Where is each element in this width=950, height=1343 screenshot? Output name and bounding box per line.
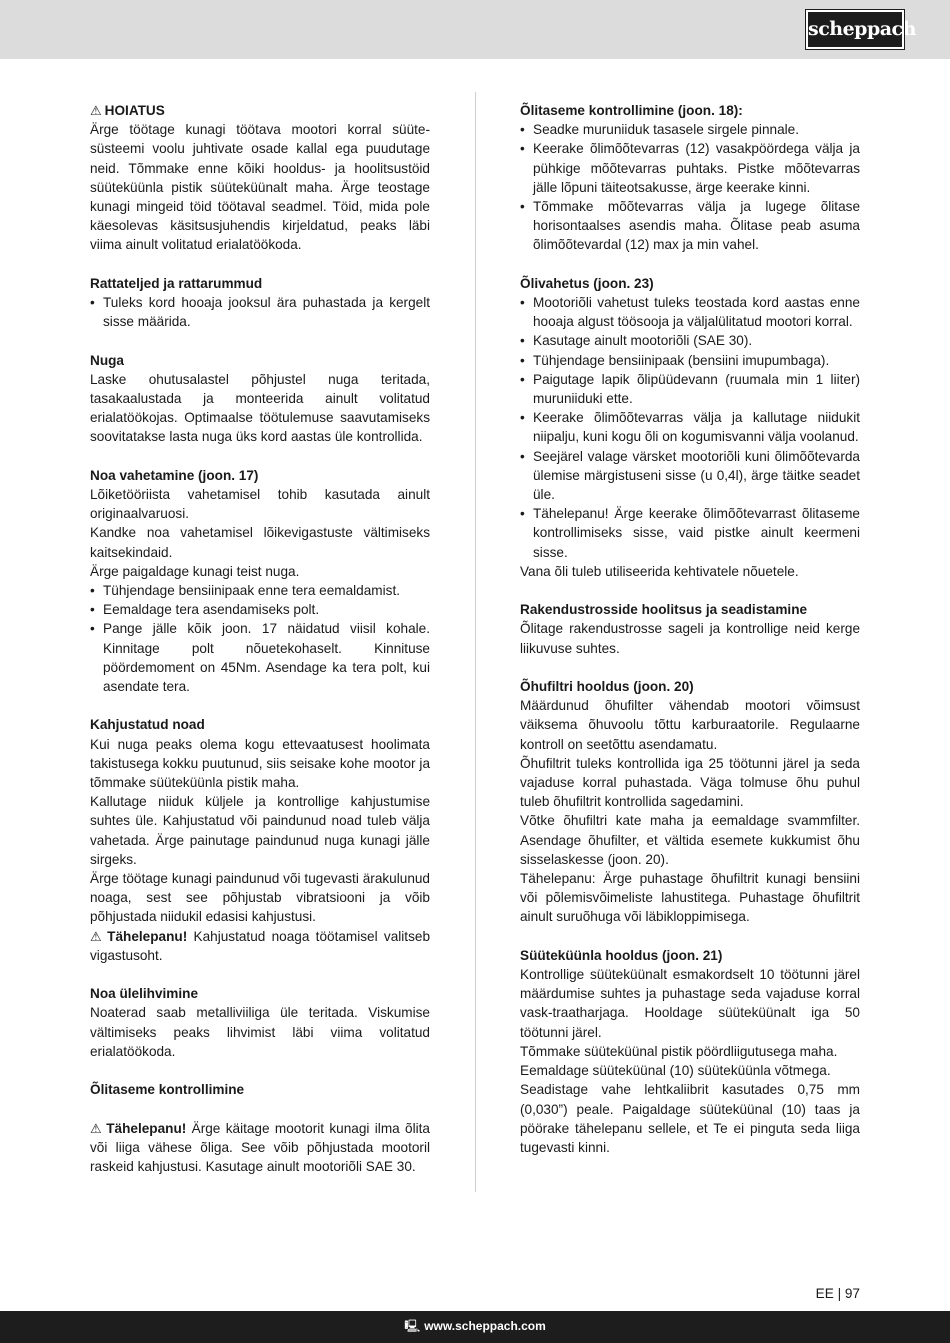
list-item: • Pange jälle kõik joon. 17 näidatud viisil kohale. Kinnitage polt nõuetekohaselt. Kinnituse pöördemoment on 45Nm. Asendage ka tera polt, kui asendate tera.: [90, 619, 430, 696]
list-item: • Kasutage ainult mootoriõli (SAE 30).: [520, 331, 860, 350]
warning-paragraph: ⚠ Tähelepanu! Kahjustatud noaga töötamisel valitseb vigastusoht.: [90, 928, 431, 963]
page-number: EE | 97: [815, 1286, 860, 1301]
paragraph: Seadistage vahe lehtkaliibrit kasutades 0,75 mm (0,030”) peale. Paigaldage süüteküünal (10) taas ja pöörake tähelepanu sellele, et Te ei pinguta seda liiga tugevasti kinni.: [520, 1082, 860, 1155]
nuga-section: [90, 351, 430, 447]
noa-vahetamine-heading: Noa vahetamine (joon. 17): [90, 467, 259, 483]
list-item: • Seadke muruniiduk tasasele sirgele pinnale.: [520, 120, 860, 139]
left-column: [90, 101, 430, 1176]
olitaseme-heading: Õlitaseme kontrollimine: [90, 1082, 245, 1098]
paragraph: Määrdunud õhufilter vähendab mootori võimsust väiksema õhuvoolu tõttu karburaatorile. Regulaarne kontroll on seetõttu asendamatu.: [520, 698, 860, 752]
list-item: • Seejärel valage värsket mootoriõli kuni õlimõõtevarda ülemise märgistuseni sisse (u 0,4l), ärge täitke seadet üle.: [520, 447, 860, 505]
ulelihvimine-heading: Noa ülelihvimine: [90, 986, 199, 1002]
paragraph: Kui nuga peaks olema kogu ettevaatusest hoolimata takistusega kokku puutunud, siis seisake kohe mootor ja tõmmake süüteküünla pistik maha.: [90, 736, 430, 791]
list-item: • Paigutage lapik õlipüüdevann (ruumala min 1 liiter) muruniiduki ette.: [520, 370, 860, 408]
paragraph: Tõmmake süüteküünal pistik pöördliigutusega maha.: [520, 1043, 838, 1059]
nuga-heading: Nuga: [90, 352, 124, 368]
footer-band: [0, 1311, 950, 1343]
olitaseme18-section: [520, 101, 860, 255]
paragraph: Kallutage niiduk küljele ja kontrollige kahjustumise suhtes üle. Kahjustatud või paindunud noad tuleb välja vahetada. Ärge painutage paindunud nuga kunagi jälle sirgeks.: [90, 794, 430, 867]
olivahetus-heading: Õlivahetus (joon. 23): [520, 275, 654, 291]
website-link[interactable]: www.scheppach.com: [424, 1319, 546, 1333]
list-item: • Tühjendage bensiinipaak enne tera eemaldamist.: [90, 581, 430, 600]
hoiatus-heading: ⚠ HOIATUS: [90, 103, 165, 118]
paragraph: Lõiketööriista vahetamisel tohib kasutada ainult originaalvaruosi.: [90, 487, 430, 522]
paragraph: Vana õli tuleb utiliseerida kehtivatele nõuetele.: [520, 563, 799, 579]
paragraph: Tähelepanu: Ärge puhastage õhufiltrit kunagi bensiini või põlemisvõimeliste lahustitega. Puhastage õhufiltrit ainult suruõhuga või läbikloppimisega.: [520, 871, 860, 925]
right-column: [520, 101, 860, 1157]
syytekyynal-heading: Süüteküünla hooldus (joon. 21): [520, 947, 723, 963]
olitaseme-section: [90, 1080, 430, 1176]
paragraph: Noaterad saab metalliviiliga üle teritada. Viskumise vältimiseks peaks lihvimist läbi viima volitatud erialatöökoda.: [90, 1005, 430, 1059]
rakendustrossid-heading: Rakendustrosside hoolitsus ja seadistamine: [520, 602, 808, 618]
paragraph: Ärge paigaldage kunagi teist nuga.: [90, 563, 300, 579]
warning-triangle-icon: ⚠: [90, 1120, 104, 1136]
scheppach-logo[interactable]: scheppach: [806, 10, 904, 49]
nuga-text: Laske ohutusalastel põhjustel nuga teritada, tasakaalustada ja monteerida ainult volitatud erialatöökojas. Optimaalse töötulemuse saavutamiseks soovitatakse lasta nuga üks kord aastas üle kontrollida.: [90, 371, 430, 445]
rakendustrossid-section: [520, 600, 860, 658]
list-item: • Keerake õlimõõtevarras (12) vasakpöördega välja ja pühkige mõõtevarras puhtaks. Pistke mõõtevarras jälle lõpuni täiteotsakusse, ärge keerake kinni.: [520, 139, 860, 197]
list-item: • Eemaldage tera asendamiseks polt.: [90, 600, 430, 619]
paragraph: Ärge töötage kunagi paindunud või tugevasti ärakulunud noaga, sest see põhjustab vibratsiooni ja võib põhjustada niidukil edasisi kahjustusi.: [90, 871, 430, 925]
list-item: • Keerake õlimõõtevarras välja ja kallutage niidukit niipalju, kuni kogu õli on kogumisvanni välja voolanud.: [520, 408, 860, 446]
list-item: • Tähelepanu! Ärge keerake õlimõõtevarrast õlitaseme kontrollimiseks sisse, vaid pistke ainult keermeni sisse.: [520, 504, 860, 562]
column-divider: [475, 92, 476, 1192]
list-item: • Tuleks kord hooaja jooksul ära puhastada ja kergelt sisse määrida.: [90, 293, 430, 331]
hoiatus-section: [90, 101, 430, 255]
monitor-icon: 🖳: [404, 1319, 421, 1333]
paragraph: Kandke noa vahetamisel lõikevigastuste vältimiseks kaitsekindaid.: [90, 525, 430, 560]
paragraph: Õhufiltrit tuleks kontrollida iga 25 töötunni järel ja seda vajaduse korral puhastada. Väga tolmuse õhu puhul tuleb õhufiltrit kontrollida sagedamini.: [520, 755, 860, 810]
rattateljed-section: [90, 274, 430, 332]
olivahetus-section: [520, 274, 860, 581]
paragraph: Võtke õhufiltri kate maha ja eemaldage svammfilter. Asendage õhufilter, et vältida esemete kukkumist õhu sisselaskesse (joon. 20).: [520, 813, 860, 867]
list-item: • Tõmmake mõõtevarras välja ja lugege õlitase horisontaalses asendis maha. Õlitase peab asuma õlimõõtevardal (12) max ja min vahel.: [520, 197, 860, 255]
kahjustatud-heading: Kahjustatud noad: [90, 717, 205, 733]
paragraph: Õlitage rakendustrosse sageli ja kontrollige neid kerge liikuvuse suhtes.: [520, 621, 860, 656]
warning-paragraph: ⚠ Tähelepanu! Ärge käitage mootorit kunagi ilma õlita või liiga vähese õliga. See võib põhjustada mootoril raskeid kahjustusi. Kasutage ainult mootoriõli SAE 30.: [90, 1120, 430, 1175]
rattateljed-heading: Rattateljed ja rattarummud: [90, 275, 263, 291]
paragraph: Eemaldage süüteküünal (10) süüteküünla võtmega.: [520, 1063, 831, 1079]
header-band: [0, 0, 950, 59]
list-item: • Mootoriõli vahetust tuleks teostada kord aastas enne hooaja algust töösooja ja väljalülitatud mootori korral.: [520, 293, 860, 331]
ulelihvimine-section: [90, 984, 430, 1061]
noa-vahetamine-section: [90, 466, 430, 696]
olitaseme18-heading: Õlitaseme kontrollimine (joon. 18):: [520, 103, 743, 118]
ohufilter-heading: Õhufiltri hooldus (joon. 20): [520, 679, 694, 695]
ohufilter-section: [520, 677, 860, 927]
paragraph: Kontrollige süüteküünalt esmakordselt 10 töötunni järel määrdumise suhtes ja puhastage seda vajaduse korral vask-traatharjaga. Hooldage süüteküünalt iga 50 töötunni järel.: [520, 967, 860, 1040]
list-item: • Tühjendage bensiinipaak (bensiini imupumbaga).: [520, 351, 860, 370]
warning-triangle-icon: ⚠: [90, 928, 105, 944]
hoiatus-text: Ärge töötage kunagi töötava mootori korral süüte-süsteemi voolu juhtivate osade kallal ega puudutage neid. Tõmmake enne kõiki hooldus- ja hoolitsustöid süüteküünla pistik süüteküünalt maha. Ärge teostage kunagi mingeid töid töötaval seadmel. Töid, mida pole käesolevas käsitsusjuhendis kirjeldatud, peaks läbi viima ainult volitatud erialatöökoda.: [90, 122, 430, 253]
syytekyynal-section: [520, 946, 860, 1157]
kahjustatud-section: [90, 715, 430, 965]
warning-triangle-icon: ⚠: [90, 103, 102, 118]
